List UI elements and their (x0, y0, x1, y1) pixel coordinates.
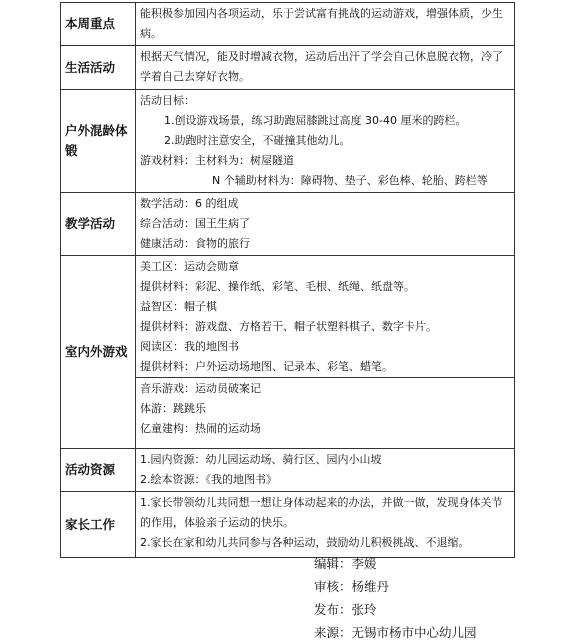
games-reading-materials: 提供材料：户外运动场地图、记录本、彩笔、蜡笔。 (140, 360, 393, 373)
credit-source: 来源：无锡市杨市中心幼儿园 (314, 625, 477, 640)
outdoor-goal-2: 2.助跑时注意安全，不碰撞其他幼儿。 (164, 134, 351, 147)
games-art-area: 美工区：运动会勋章 (140, 260, 239, 273)
teaching-item-3: 健康活动：食物的旅行 (140, 237, 250, 250)
games-puzzle-materials: 提供材料：游戏盘、方格若干、帽子状塑料棋子、数字卡片。 (140, 320, 437, 333)
teaching-item-1: 数学活动：6 的组成 (140, 197, 239, 210)
table-row (61, 193, 515, 256)
life-content: 根据天气情况，能及时增减衣物，运动后出汗了学会自己休息脱衣物，冷了学着自己去穿好衣物。 (140, 50, 503, 83)
row-header-resources: 活动资源 (61, 449, 136, 492)
outdoor-material-main: 游戏材料：主材料为：树屋隧道 (140, 154, 294, 167)
row-header-games: 室内外游戏 (61, 256, 136, 449)
table-row (61, 256, 515, 449)
row-header-teaching: 教学活动 (61, 193, 136, 256)
table-row (61, 449, 515, 492)
games-puzzle-area: 益智区：帽子棋 (140, 300, 217, 313)
row-header-outdoor: 户外混龄体锻 (61, 90, 136, 193)
games-pe: 体游：跳跳乐 (140, 402, 206, 415)
table-row (61, 46, 515, 90)
games-music: 音乐游戏：运动员破案记 (140, 382, 261, 395)
outdoor-cell (136, 90, 515, 193)
parents-cell (136, 492, 515, 558)
teaching-item-2: 综合活动：国王生病了 (140, 217, 250, 230)
table-row (61, 90, 515, 193)
games-build: 亿童建构：热闹的运动场 (140, 422, 261, 435)
parents-item-1: 1.家长带领幼儿共同想一想让身体动起来的办法，并做一做，发现身体关节的作用，体验亲子运动的快乐。 (140, 496, 503, 529)
resources-item-2: 2.绘本资源：《我的地图书》 (140, 473, 277, 486)
games-reading-area: 阅读区：我的地图书 (140, 340, 239, 353)
games-sub-section (136, 377, 514, 440)
focus-content: 能积极参加园内各项运动，乐于尝试富有挑战的运动游戏，增强体质，少生病。 (140, 7, 503, 40)
weekly-plan-table (60, 2, 515, 558)
table-row (61, 492, 515, 558)
table-row (61, 3, 515, 46)
credits-block (314, 552, 477, 644)
resources-cell (136, 449, 515, 492)
games-cell (136, 256, 515, 449)
row-header-focus: 本周重点 (61, 3, 136, 46)
outdoor-goal-title: 活动目标： (140, 94, 195, 107)
credit-publisher: 发布：张玲 (314, 602, 377, 617)
focus-text (136, 3, 515, 46)
row-header-life: 生活活动 (61, 46, 136, 90)
games-art-materials: 提供材料：彩泥、操作纸、彩笔、毛根、纸绳、纸盘等。 (140, 280, 415, 293)
outdoor-material-aux: N 个辅助材料为：障碍物、垫子、彩色棒、轮胎、跨栏等 (212, 174, 488, 187)
outdoor-goal-1: 1.创设游戏场景，练习助跑屈膝跳过高度 30-40 厘米的跨栏。 (164, 114, 467, 127)
row-header-parents: 家长工作 (61, 492, 136, 558)
teaching-cell (136, 193, 515, 256)
credit-editor: 编辑：李媛 (314, 556, 377, 571)
resources-item-1: 1.园内资源：幼儿园运动场、骑行区、园内小山坡 (140, 453, 382, 466)
parents-item-2: 2.家长在家和幼儿共同参与各种运动，鼓励幼儿积极挑战、不退缩。 (140, 536, 470, 549)
credit-reviewer: 审核：杨维丹 (314, 579, 390, 594)
life-text (136, 46, 515, 90)
